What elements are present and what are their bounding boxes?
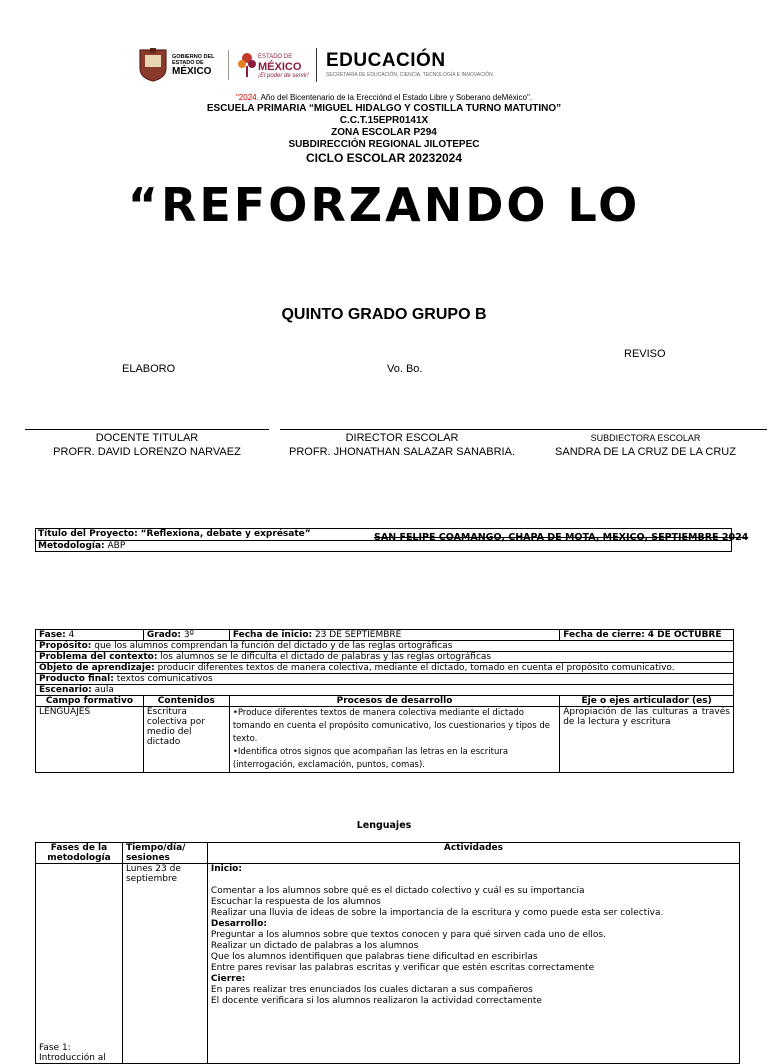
edomex-logo-text: ESTADO DE MÉXICO ¡El poder de servir! <box>258 54 309 79</box>
table-row: Fase: 4 Grado: 3º Fecha de inicio: 23 DE SEPTIEMBRE Fecha de cierre: 4 DE OCTUBRE <box>36 630 734 641</box>
director-name: PROFR. JHONATHAN SALAZAR SANABRIA. <box>289 446 515 458</box>
table-header-row: Fases de la metodología Tiempo/día/ sesiones Actividades <box>36 843 740 864</box>
signature-line <box>524 429 767 430</box>
page-title: “REFORZANDO LO <box>127 178 641 232</box>
gobierno-logo-text: GOBIERNO DEL ESTADO DE MÉXICO <box>172 54 215 77</box>
table-row: Escenario: aula <box>36 685 734 696</box>
table-row: Problema del contexto: los alumnos se le dificulta el dictado de palabras y las reglas ortográficas <box>36 652 734 663</box>
project-location: SAN FELIPE COAMANGO, CHAPA DE MOTA, MEXICO, SEPTIEMBRE 2024 <box>374 532 749 543</box>
motto-line: "2024. Año del Bicentenario de la Erecciónd el Estado Libre y Soberano deMéxico". <box>235 93 533 102</box>
table-row: Propósito: que los alumnos comprendan la función del dictado y de las reglas ortográficas <box>36 641 734 652</box>
cct: C.C.T.15EPR0141X <box>339 115 429 126</box>
ciclo-escolar: CICLO ESCOLAR 20232024 <box>305 151 463 165</box>
project-title-row: Título del Proyecto: “Reflexiona, debate y exprésate” <box>38 529 311 539</box>
subdirectora-name: SANDRA DE LA CRUZ DE LA CRUZ <box>555 446 736 458</box>
school-name: ESCUELA PRIMARIA “MIGUEL HIDALGO Y COSTILLA TURNO MATUTINO” <box>206 103 562 114</box>
reviso-label: REVISO <box>624 348 666 360</box>
signature-line <box>25 429 269 430</box>
edomex-flower-icon <box>236 50 258 78</box>
lenguajes-heading: Lenguajes <box>356 820 412 831</box>
methodology-row: Metodología: ABP <box>38 541 126 551</box>
table-row: Producto final: textos comunicativos <box>36 674 734 685</box>
grade-group: QUINTO GRADO GRUPO B <box>281 306 487 323</box>
activities-table <box>35 842 740 1064</box>
educacion-logo-subtitle: SECRETARÍA DE EDUCACIÓN, CIENCIA, TECNOLOGÍA E INNOVACIÓN <box>326 72 493 78</box>
logo-divider <box>228 50 229 80</box>
elaboro-label: ELABORO <box>122 363 176 375</box>
docente-role: DOCENTE TITULAR <box>95 432 199 444</box>
edomex-shield-icon <box>138 46 168 82</box>
subdirectora-role: SUBDIECTORA ESCOLAR <box>590 433 701 443</box>
educacion-logo-title: EDUCACIÓN <box>326 50 446 71</box>
signature-line <box>280 429 524 430</box>
subdireccion: SUBDIRECCIÓN REGIONAL JILOTEPEC <box>288 139 480 150</box>
vobo-label: Vo. Bo. <box>387 363 423 375</box>
table-row: Fase 1: Introducción al Lunes 23 de septiembre Inicio: Comentar a los alumnos sobre qué es el dictado colectivo y cuál es su importancia Escuchar la respuesta de los alumnos Realizar una lluvia de ideas de sobre la importancia de la escritura y como puede esta ser colectiva. Desarrollo: Preguntar a los alumnos sobre que textos conocen y para qué sirven cada uno de ellos. Realizar un dictado de palabras a los alumnos Que los alumnos identifiquen que palabras tiene dificultad en escribirlas Entre pares revisar las palabras escritas y verificar que estén escritas correctamente Cierre: En pares realizar tres enunciados los cuales dictaran a sus compañeros El docente verificara si los alumnos realizaron la actividad correctamente <box>36 864 740 1064</box>
table-row: Objeto de aprendizaje: producir diferentes textos de manera colectiva, mediante el dictado, tomado en cuenta el propósito comunicativo. <box>36 663 734 674</box>
logo-divider <box>316 48 317 82</box>
table-header-row: Campo formativo Contenidos Procesos de desarrollo Eje o ejes articulador (es) <box>36 696 734 707</box>
zona-escolar: ZONA ESCOLAR P294 <box>331 127 437 138</box>
docente-name: PROFR. DAVID LORENZO NARVAEZ <box>53 446 241 458</box>
planning-table <box>35 629 734 773</box>
director-role: DIRECTOR ESCOLAR <box>345 432 459 444</box>
table-row: LENGUAJES Escritura colectiva por medio del dictado •Produce diferentes textos de manera colectiva mediante el dictado tomando en cuenta el propósito comunicativo, los cuestionarios y tipos de texto. •Identifica otros signos que acompañan las letras en la escritura (interrogación, exclamación, puntos, comas). Apropiación de las culturas a través de la lectura y escritura <box>36 707 734 773</box>
